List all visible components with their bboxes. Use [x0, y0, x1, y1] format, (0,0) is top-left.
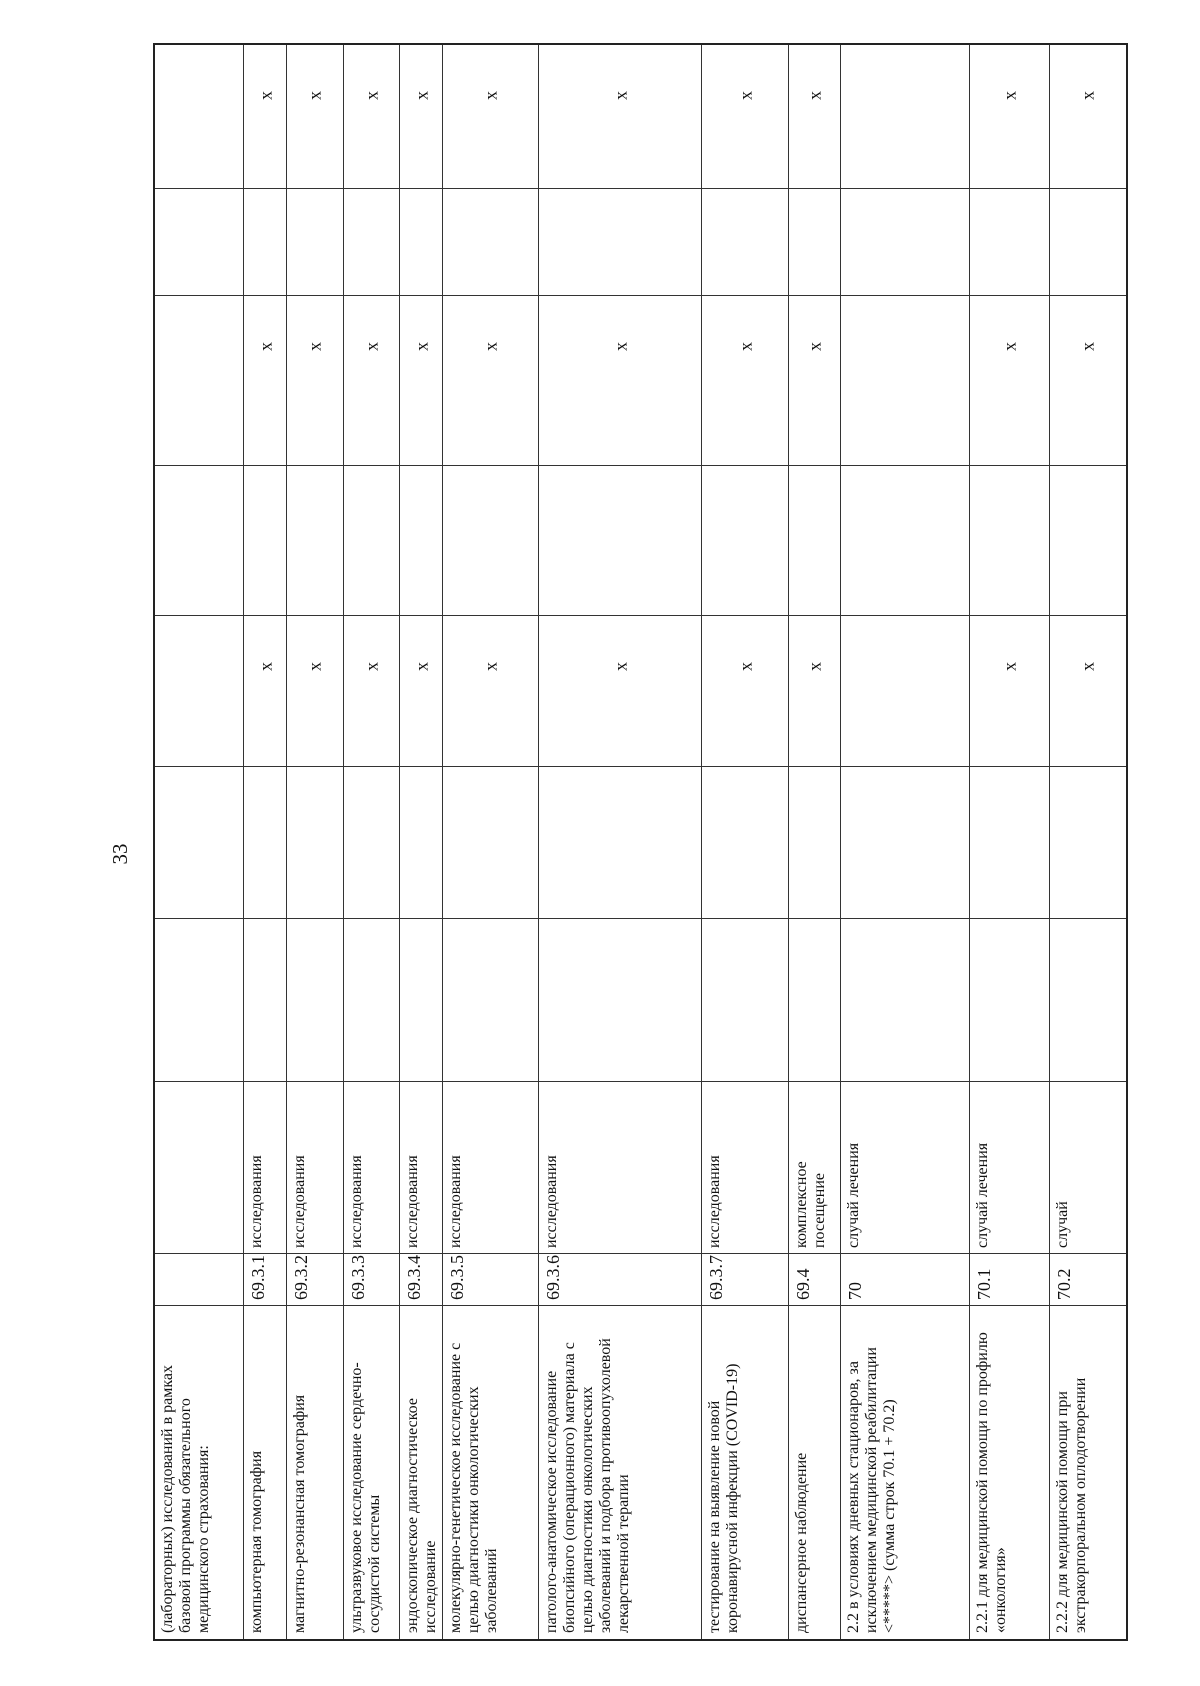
cell-value-7	[539, 45, 701, 189]
cell-value-1	[1050, 919, 1126, 1083]
cell-unit	[155, 1082, 243, 1254]
x-mark: x	[304, 91, 325, 100]
cell-value-6	[155, 189, 243, 297]
cell-description	[539, 1306, 701, 1639]
cell-value-4	[287, 466, 343, 616]
cell-value-4	[539, 466, 701, 616]
x-mark: x	[610, 342, 631, 352]
cell-unit-text: случай лечения	[973, 1142, 991, 1248]
cell-value-7	[970, 45, 1049, 189]
cell-code-text: 69.4	[793, 1268, 814, 1300]
x-mark: x	[411, 91, 432, 100]
cell-description-text: (лабораторных) исследований в рамках базовой программы обязательного медицинского страхования:	[159, 1364, 212, 1633]
cell-code	[400, 1254, 442, 1306]
cell-value-7	[443, 45, 538, 189]
cell-description-text: молекулярно-генетическое исследование с целью диагностики онкологических заболеваний	[447, 1342, 500, 1633]
cell-value-6	[539, 189, 701, 297]
page-number: 33	[108, 843, 132, 865]
cell-code	[244, 1254, 286, 1306]
cell-value-1	[443, 919, 538, 1083]
cell-description-text: 2.2.1 для медицинской помощи по профилю «онкология»	[973, 1332, 1009, 1633]
cell-description	[1050, 1306, 1126, 1639]
cell-unit-text: исследования	[543, 1155, 561, 1248]
cell-description-text: 2.2 в условиях дневных стационаров, за исключением медицинской реабилитации <*****> (сумма строк 70.1 + 70.2)	[845, 1347, 899, 1633]
table-row	[539, 45, 702, 1639]
x-mark: x	[735, 91, 756, 100]
cell-description	[244, 1306, 286, 1639]
x-mark: x	[804, 661, 825, 671]
cell-value-1	[539, 919, 701, 1083]
cell-code-text: 69.3.4	[404, 1254, 425, 1300]
x-mark: x	[610, 661, 631, 671]
cell-code	[1050, 1254, 1126, 1306]
cell-value-2	[841, 767, 968, 919]
x-mark: x	[610, 91, 631, 100]
cell-code-text: 69.3.3	[347, 1254, 368, 1300]
cell-unit-text: случай	[1053, 1201, 1071, 1248]
cell-code-text: 70.2	[1053, 1268, 1074, 1300]
cell-unit	[244, 1082, 286, 1254]
cell-value-3	[539, 616, 701, 768]
cell-value-3	[244, 616, 286, 768]
cell-value-3	[970, 616, 1049, 768]
cell-code	[344, 1254, 400, 1306]
cell-value-1	[244, 919, 286, 1083]
cell-code	[287, 1254, 343, 1306]
cell-description-text: 2.2.2 для медицинской помощи при экстракорпоральном оплодотворении	[1053, 1377, 1089, 1633]
cell-value-2	[244, 767, 286, 919]
cell-code-text: 70	[845, 1281, 866, 1300]
table-row	[155, 45, 244, 1639]
cell-value-4	[155, 466, 243, 616]
cell-unit	[970, 1082, 1049, 1254]
x-mark: x	[361, 91, 382, 100]
cell-description	[287, 1306, 343, 1639]
cell-code-text: 69.3.2	[290, 1254, 311, 1300]
x-mark: x	[480, 661, 501, 671]
cell-value-2	[702, 767, 788, 919]
cell-value-3	[400, 616, 442, 768]
cell-code	[155, 1254, 243, 1306]
x-mark: x	[255, 342, 276, 352]
table-row	[1050, 45, 1126, 1639]
cell-value-6	[443, 189, 538, 297]
cell-description-text: патолого-анатомическое исследование биопсийного (операционного) материала с целью диагностики онкологических заболеваний и подбора противоопухолевой лекарственной терапии	[543, 1338, 632, 1633]
cell-value-5	[789, 296, 840, 466]
cell-unit-text: случай лечения	[845, 1142, 863, 1248]
cell-value-1	[970, 919, 1049, 1083]
cell-value-4	[841, 466, 968, 616]
x-mark: x	[999, 661, 1020, 671]
cell-value-4	[970, 466, 1049, 616]
cell-unit-text: исследования	[248, 1155, 266, 1248]
cell-value-1	[155, 919, 243, 1083]
cell-value-2	[287, 767, 343, 919]
cell-description	[443, 1306, 538, 1639]
cell-value-5	[244, 296, 286, 466]
cell-value-3	[344, 616, 400, 768]
table-row	[789, 45, 841, 1639]
cell-value-7	[400, 45, 442, 189]
cell-value-7	[1050, 45, 1126, 189]
cell-value-2	[539, 767, 701, 919]
cell-unit	[789, 1082, 840, 1254]
x-mark: x	[255, 91, 276, 100]
cell-code-text: 70.1	[973, 1268, 994, 1300]
cell-unit	[539, 1082, 701, 1254]
cell-description	[155, 1306, 243, 1639]
cell-value-2	[970, 767, 1049, 919]
cell-unit	[841, 1082, 968, 1254]
cell-description	[970, 1306, 1049, 1639]
x-mark: x	[1077, 342, 1098, 352]
cell-unit	[1050, 1082, 1126, 1254]
cell-value-5	[1050, 296, 1126, 466]
cell-description	[344, 1306, 400, 1639]
cell-unit	[287, 1082, 343, 1254]
cell-value-2	[789, 767, 840, 919]
cell-code-text: 69.3.7	[706, 1254, 727, 1300]
cell-value-1	[841, 919, 968, 1083]
x-mark: x	[361, 342, 382, 352]
cell-value-1	[789, 919, 840, 1083]
x-mark: x	[304, 342, 325, 352]
cell-value-7	[344, 45, 400, 189]
cell-code-text: 69.3.5	[447, 1254, 468, 1300]
cell-unit	[443, 1082, 538, 1254]
cell-code	[970, 1254, 1049, 1306]
cell-value-5	[443, 296, 538, 466]
x-mark: x	[735, 342, 756, 352]
cell-value-6	[244, 189, 286, 297]
cell-unit-text: исследования	[290, 1155, 308, 1248]
cell-unit-text: исследования	[706, 1155, 724, 1248]
x-mark: x	[361, 661, 382, 671]
cell-value-2	[400, 767, 442, 919]
cell-value-4	[789, 466, 840, 616]
cell-unit-text: исследования	[404, 1155, 422, 1248]
cell-unit-text: исследования	[347, 1155, 365, 1248]
cell-value-6	[789, 189, 840, 297]
cell-value-7	[155, 45, 243, 189]
cell-value-4	[702, 466, 788, 616]
x-mark: x	[804, 91, 825, 100]
cell-value-1	[344, 919, 400, 1083]
cell-value-3	[287, 616, 343, 768]
cell-code	[443, 1254, 538, 1306]
x-mark: x	[480, 342, 501, 352]
cell-value-4	[400, 466, 442, 616]
data-table	[153, 43, 1128, 1641]
x-mark: x	[735, 661, 756, 671]
x-mark: x	[999, 91, 1020, 100]
cell-code-text: 69.3.1	[248, 1254, 269, 1300]
cell-value-4	[244, 466, 286, 616]
cell-description-text: компьютерная томография	[248, 1450, 266, 1633]
cell-description-text: диспансерное наблюдение	[793, 1452, 811, 1633]
x-mark: x	[1077, 91, 1098, 100]
cell-description-text: эндоскопическое диагностическое исследование	[404, 1398, 440, 1633]
table-row	[287, 45, 344, 1639]
cell-value-5	[155, 296, 243, 466]
cell-value-1	[702, 919, 788, 1083]
cell-code	[539, 1254, 701, 1306]
cell-value-3	[155, 616, 243, 768]
cell-value-7	[702, 45, 788, 189]
cell-unit-text: исследования	[447, 1155, 465, 1248]
cell-value-3	[789, 616, 840, 768]
cell-value-3	[1050, 616, 1126, 768]
cell-value-2	[344, 767, 400, 919]
cell-value-5	[539, 296, 701, 466]
cell-value-5	[970, 296, 1049, 466]
cell-unit	[344, 1082, 400, 1254]
table-row	[702, 45, 789, 1639]
cell-value-6	[400, 189, 442, 297]
table-row	[400, 45, 443, 1639]
x-mark: x	[304, 661, 325, 671]
cell-value-6	[841, 189, 968, 297]
x-mark: x	[1077, 661, 1098, 671]
cell-description-text: тестирование на выявление новой коронавирусной инфекции (COVID-19)	[706, 1363, 742, 1633]
cell-description-text: магнитно-резонансная томография	[290, 1394, 308, 1633]
cell-code	[789, 1254, 840, 1306]
cell-value-6	[287, 189, 343, 297]
cell-unit-text: комплексное посещение	[793, 1161, 829, 1248]
cell-value-1	[400, 919, 442, 1083]
cell-description	[789, 1306, 840, 1639]
x-mark: x	[480, 91, 501, 100]
cell-code	[702, 1254, 788, 1306]
cell-value-6	[344, 189, 400, 297]
cell-value-5	[841, 296, 968, 466]
cell-value-5	[400, 296, 442, 466]
x-mark: x	[804, 342, 825, 352]
cell-unit	[400, 1082, 442, 1254]
cell-description-text: ультразвуковое исследование сердечно-сосудистой системы	[347, 1362, 383, 1633]
cell-value-3	[702, 616, 788, 768]
cell-value-2	[443, 767, 538, 919]
cell-value-4	[443, 466, 538, 616]
cell-value-7	[789, 45, 840, 189]
table-row	[344, 45, 401, 1639]
cell-description	[702, 1306, 788, 1639]
cell-value-4	[1050, 466, 1126, 616]
cell-description	[841, 1306, 968, 1639]
cell-code-text: 69.3.6	[543, 1254, 564, 1300]
cell-value-7	[287, 45, 343, 189]
x-mark: x	[255, 661, 276, 671]
cell-description	[400, 1306, 442, 1639]
cell-value-2	[1050, 767, 1126, 919]
cell-value-5	[287, 296, 343, 466]
table-row	[841, 45, 969, 1639]
x-mark: x	[411, 661, 432, 671]
cell-value-6	[970, 189, 1049, 297]
cell-value-6	[1050, 189, 1126, 297]
x-mark: x	[411, 342, 432, 352]
cell-value-7	[841, 45, 968, 189]
cell-value-1	[287, 919, 343, 1083]
table-row	[970, 45, 1050, 1639]
cell-value-2	[155, 767, 243, 919]
cell-code	[841, 1254, 968, 1306]
cell-unit	[702, 1082, 788, 1254]
x-mark: x	[999, 342, 1020, 352]
cell-value-7	[244, 45, 286, 189]
cell-value-4	[344, 466, 400, 616]
cell-value-5	[702, 296, 788, 466]
table-row	[443, 45, 539, 1639]
cell-value-3	[443, 616, 538, 768]
cell-value-6	[702, 189, 788, 297]
cell-value-5	[344, 296, 400, 466]
table-row	[244, 45, 287, 1639]
cell-value-3	[841, 616, 968, 768]
